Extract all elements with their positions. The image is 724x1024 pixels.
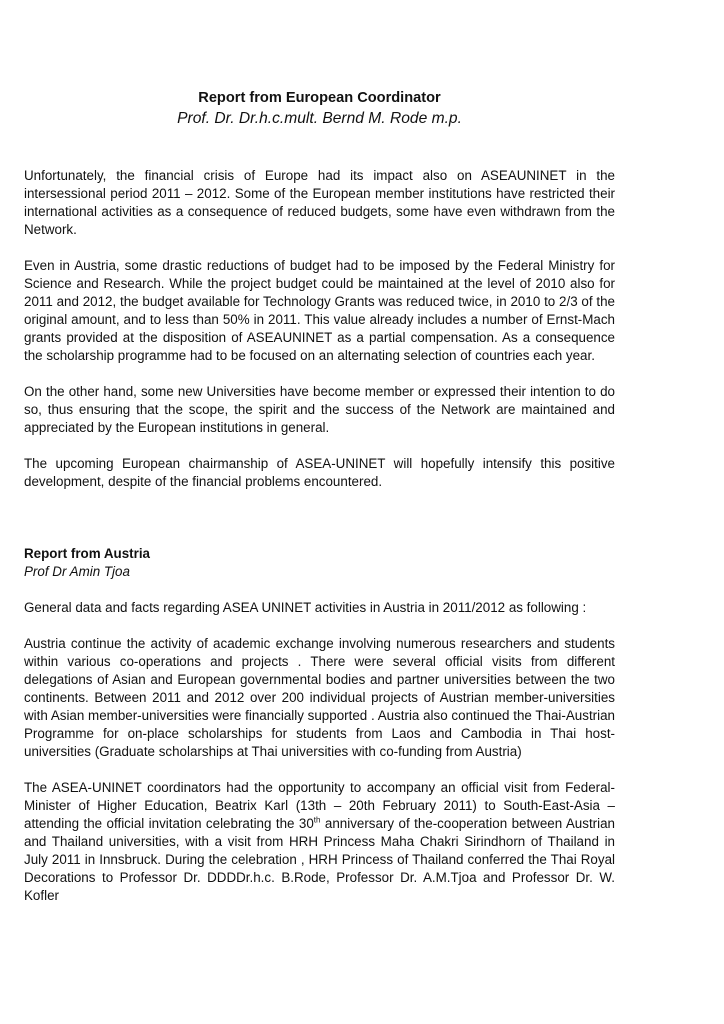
report2-heading: Report from Austria (24, 546, 150, 561)
report1-paragraph-1: Unfortunately, the financial crisis of Europe had its impact also on ASEAUNINET in the intersessional period 2011 – 2012. Some of the European member institutions have restricted their international activities as a consequence of reduced budgets, some have even withdrawn from the Network. (24, 168, 615, 237)
report1-title-block (24, 88, 615, 129)
report1-subtitle: Prof. Dr. Dr.h.c.mult. Bernd M. Rode m.p. (177, 110, 462, 127)
document-page (24, 88, 615, 923)
report1-title: Report from European Coordinator (198, 90, 441, 106)
report1-paragraph-2: Even in Austria, some drastic reductions of budget had to be imposed by the Federal Ministry for Science and Research. While the project budget could be maintained at the level of 2010 also for 2011 and 2012, the budget available for Technology Grants was reduced twice, in 2010 to 2/3 of the original amount, and to less than 50% in 2011. This value already includes a number of Ernst-Mach grants provided at the disposition of ASEAUNINET as a partial compensation. As a consequence the scholarship programme had to be focused on an alternating selection of countries each year. (24, 258, 615, 363)
report1-paragraph-4: The upcoming European chairmanship of ASEA-UNINET will hopefully intensify this positive development, despite of the financial problems encountered. (24, 456, 615, 489)
section-spacer (24, 509, 615, 545)
report2-author: Prof Dr Amin Tjoa (24, 564, 130, 579)
report1-paragraph-3: On the other hand, some new Universities have become member or expressed their intention to do so, thus ensuring that the scope, the spirit and the success of the Network are maintained and appreciated by the European institutions in general. (24, 384, 615, 435)
report2-intro: General data and facts regarding ASEA UNINET activities in Austria in 2011/2012 as following : (24, 600, 587, 615)
ordinal-superscript: th (313, 815, 321, 825)
report2-paragraph-1: Austria continue the activity of academic exchange involving numerous researchers and students within various co-operations and projects . There were several official visits from different delegations of Asian and European governmental bodies and partner universities between the two continents. Between 2011 and 2012 over 200 individual projects of Austrian member-universities with Asian member-universities were financially supported . Austria also continued the Thai-Austrian Programme for on-place scholarships for students from Laos and Cambodia in Thai host-universities (Graduate scholarships at Thai universities with co-funding from Austria) (24, 636, 615, 759)
report2-paragraph-2-part-b: anniversary of the-cooperation between Austrian and Thailand universities, with a visit from HRH Princess Maha Chakri Sirindhorn of Thailand in July 2011 in Innsbruck. During the celebration , HRH Princess of Thailand conferred the Thai Royal Decorations to Professor Dr. DDDDr.h.c. B.Rode, Professor Dr. A.M.Tjoa and Professor Dr. W. Kofler (24, 816, 615, 903)
report2-paragraph-2-part-a: The ASEA-UNINET coordinators had the opportunity to accompany an official visit from Federal-Minister of Higher Education, Beatrix Karl (13th – 20th February 2011) to South-East-Asia – attending the official invitation celebrating the 30 (24, 780, 615, 831)
report2-paragraph-2 (24, 779, 615, 905)
